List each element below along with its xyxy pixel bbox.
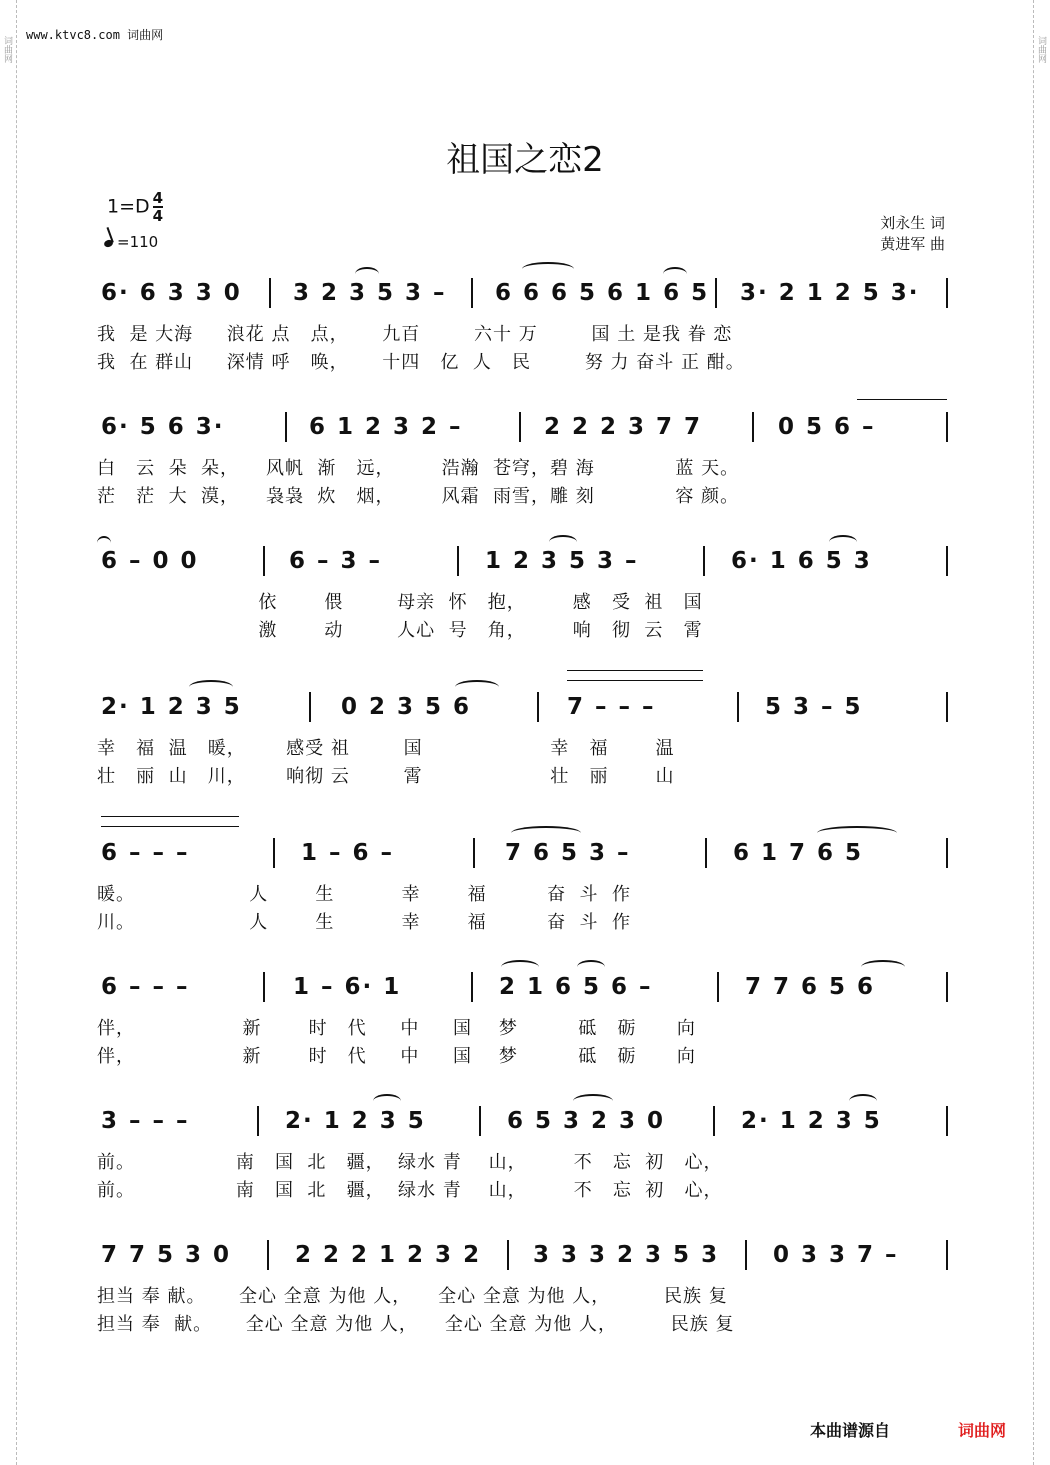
barline [273,838,275,868]
lyric-verse-2: 激 动 人心 号 角， 响 彻 云 霄 [97,620,703,641]
barline [257,1106,259,1136]
barline [473,838,475,868]
barline [471,278,473,308]
measure: 1 – 6 – [301,840,395,866]
measure: 5 3 – 5 [765,694,863,720]
lyric-verse-2: 担当 奉 献。 全心 全意 为他 人， 全心 全意 为他 人， 民族 复 [97,1314,735,1335]
footer-source: 本曲谱源自 [810,1421,891,1440]
measure: 7 7 6 5 6 [745,974,876,1000]
decrescendo-line [101,816,239,817]
barline [537,692,539,722]
lyric-verse-1: 伴， 新 时 代 中 国 梦 砥 砺 向 [97,1018,696,1039]
barline [717,972,719,1002]
measure: 2 2 2 3 7 7 [544,414,703,440]
slur [829,535,857,549]
right-margin-watermark: 词曲网 [1033,0,1050,1465]
notes-line [97,412,955,446]
measure: 6· 1 6 5 3 [731,548,872,574]
lyric-verse-2: 我 在 群山 深情 呼 唤， 十四 亿 人 民 努 力 奋斗 正 酣。 [97,352,745,373]
tie-line [857,399,947,400]
tempo-marking: =110 [104,233,158,251]
barline [263,546,265,576]
barline [471,972,473,1002]
barline [737,692,739,722]
barline [946,838,948,868]
decrescendo-line [567,680,703,681]
lyric-verse-1: 暖。 人 生 幸 福 奋 斗 作 [97,884,631,905]
slur [373,1094,401,1108]
measure: 6· 6 3 3 0 [101,280,242,306]
barline [507,1240,509,1270]
decrescendo-line [101,826,239,827]
measure: 6 1 7 6 5 [733,840,864,866]
song-title: 祖国之恋2 [446,140,604,180]
slur [663,267,687,281]
measure: 3 3 3 2 3 5 3 [533,1242,720,1268]
slur [522,262,574,276]
measure: 1 – 6· 1 [293,974,402,1000]
notes-line [97,838,955,872]
lyric-verse-1: 前。 南 国 北 疆， 绿水 青 山， 不 忘 初 心， [97,1152,723,1173]
barline [946,692,948,722]
measure: 6 – – – [101,974,190,1000]
measure: 6 5 3 2 3 0 [507,1108,666,1134]
key-label: 1=D [107,195,150,218]
measure: 6 – 0 0 [101,548,199,574]
barline [946,278,948,308]
measure: 6 – – – [101,840,190,866]
key-signature [107,190,163,224]
barline [263,972,265,1002]
slur [849,1094,877,1108]
barline [285,412,287,442]
barline [946,972,948,1002]
notes-line [97,278,955,312]
lyric-verse-2: 川。 人 生 幸 福 奋 斗 作 [97,912,631,933]
measure: 6 – 3 – [289,548,383,574]
measure: 7 7 5 3 0 [101,1242,232,1268]
lyric-verse-2: 前。 南 国 北 疆， 绿水 青 山， 不 忘 初 心， [97,1180,723,1201]
lyric-verse-1: 白 云 朵 朵， 风帆 渐 远， 浩瀚 苍穹，碧 海 蓝 天。 [97,458,740,479]
quarter-note-icon [103,239,114,249]
barline [715,278,717,308]
slur [355,267,379,281]
measure: 3· 2 1 2 5 3· [740,280,920,306]
slur [549,535,577,549]
measure: 0 5 6 – [778,414,876,440]
measure: 2 2 2 1 2 3 2 [295,1242,482,1268]
barline [946,1240,948,1270]
barline [752,412,754,442]
decrescendo-line [567,670,703,671]
barline [946,546,948,576]
lyric-verse-1: 担当 奉 献。 全心 全意 为他 人， 全心 全意 为他 人， 民族 复 [97,1286,728,1307]
measure: 3 – – – [101,1108,190,1134]
notes-line [97,1240,955,1274]
notes-line [97,1106,955,1140]
slur [817,826,897,840]
slur [861,960,905,974]
slur [97,536,111,550]
lyric-verse-1: 我 是 大海 浪花 点 点， 九百 六十 万 国 土 是我 眷 恋 [97,324,733,345]
barline [946,1106,948,1136]
notes-line [97,546,955,580]
barline [703,546,705,576]
slur [501,960,539,974]
barline [519,412,521,442]
footer-brand-link[interactable]: 词曲网 [958,1421,1007,1440]
barline [457,546,459,576]
measure: 2· 1 2 3 5 [285,1108,426,1134]
credits [880,213,945,255]
lyricist: 刘永生 词 [880,214,945,232]
measure: 6 1 2 3 2 – [309,414,463,440]
barline [269,278,271,308]
barline [713,1106,715,1136]
measure: 0 2 3 5 6 [341,694,472,720]
measure: 3 2 3 5 3 – [293,280,447,306]
lyric-verse-2: 壮 丽 山 川， 响彻 云 霄 壮 丽 山 [97,766,675,787]
lyric-verse-1: 幸 福 温 暖， 感受 祖 国 幸 福 温 [97,738,675,759]
measure: 2· 1 2 3 5 [741,1108,882,1134]
measure: 2· 1 2 3 5 [101,694,242,720]
slur [511,826,581,840]
measure: 1 2 3 5 3 – [485,548,639,574]
slur [189,680,233,694]
notes-line [97,692,955,726]
notes-line [97,972,955,1006]
measure: 6 6 6 5 6 1 6 5 [495,280,710,306]
time-signature: $\frac{4}{4}$ [152,189,164,225]
lyric-verse-2: 茫 茫 大 漠， 袅袅 炊 烟， 风霜 雨雪，雕 刻 容 颜。 [97,486,740,507]
slur [573,1094,613,1108]
barline [745,1240,747,1270]
lyric-verse-2: 伴， 新 时 代 中 国 梦 砥 砺 向 [97,1046,696,1067]
barline [946,412,948,442]
measure: 0 3 3 7 – [773,1242,899,1268]
site-url: www.ktvc8.com 词曲网 [26,28,164,42]
slur [577,960,605,974]
barline [705,838,707,868]
measure: 2 1 6 5 6 – [499,974,653,1000]
measure: 6· 5 6 3· [101,414,225,440]
composer: 黄进军 曲 [880,235,945,253]
barline [479,1106,481,1136]
lyric-verse-1: 依 偎 母亲 怀 抱， 感 受 祖 国 [97,592,703,613]
barline [267,1240,269,1270]
slur [455,680,499,694]
barline [309,692,311,722]
left-margin-watermark: 词曲网 [0,0,17,1465]
measure: 7 – – – [567,694,656,720]
measure: 7 6 5 3 – [505,840,631,866]
